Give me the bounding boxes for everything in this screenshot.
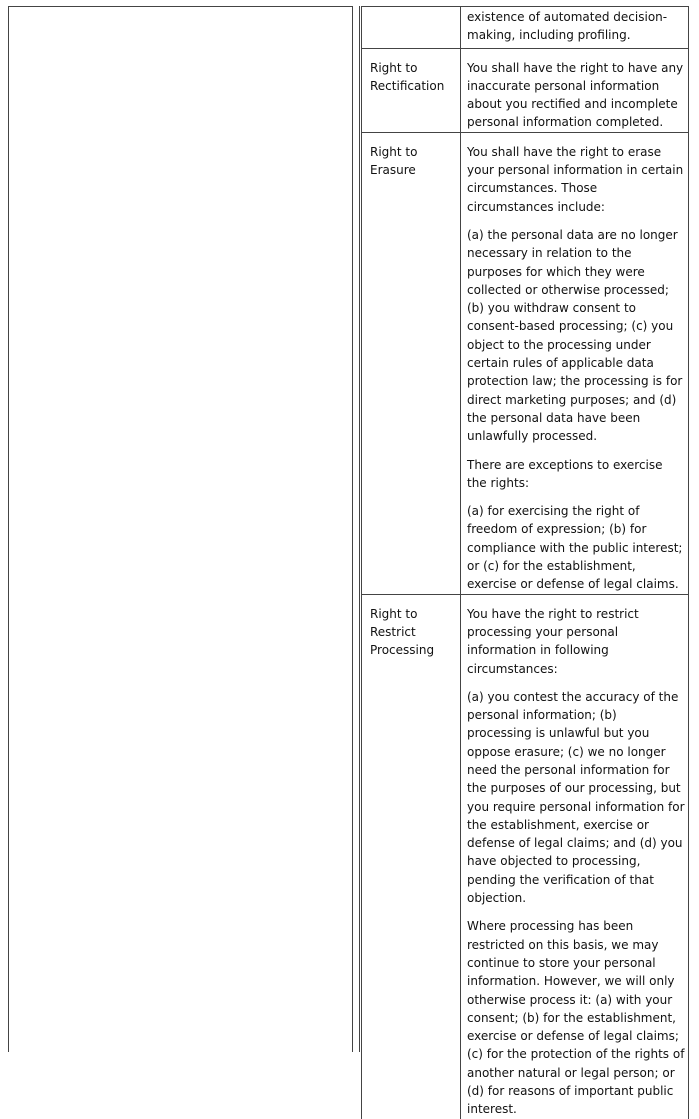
description-paragraph: You have the right to restrict processing your personal information in following circumstances: [467,606,639,676]
table-row-automated-decision [362,7,689,49]
right-name-cell [362,594,461,1119]
right-description-cell [461,594,689,1119]
column-divider [359,6,360,1052]
table-row-erasure [362,132,689,594]
description-paragraph: You shall have the right to have any inaccurate personal information about you rectified and incomplete personal information completed. [467,60,684,130]
right-name-label: Right to Erasure [370,144,418,178]
description-paragraph: You shall have the right to erase your personal information in certain circumstances. Those circumstances include: [467,144,684,214]
right-name-label: Right to Rectification [370,60,445,93]
table-row-restrict-processing [362,594,689,1119]
description-paragraph: (a) you contest the accuracy of the personal information; (b) processing is unlawful but you oppose erasure; (c) we no longer need the personal information for the purposes of our processing, but you require personal information for the establishment, exercise or defense of legal claims; and (d) you have objected to processing, pending the verification of that objection. [467,689,685,906]
description-paragraph: Where processing has been restricted on this basis, we may continue to store your personal information. However, we will only otherwise process it: (a) with your consent; (b) for the establishment, exercise or defense of legal claims; (c) for the protection of the rights of another natural or legal person; or (d) for reasons of important public interest. [467,919,685,1117]
description-paragraph: There are exceptions to exercise the rights: [467,457,663,490]
right-name-cell [362,48,461,132]
right-description-cell [461,7,689,49]
right-name-label: Right to Restrict Processing [370,606,435,658]
right-name-cell [362,7,461,49]
right-description-cell [461,48,689,132]
left-empty-column [8,6,353,1052]
description-paragraph: (a) for exercising the right of freedom of expression; (b) for compliance with the public interest; or (c) for the establishment, exercise or defense of legal claims. [467,504,683,592]
description-paragraph: existence of automated decision-making, including profiling. [467,10,668,43]
description-paragraph: (a) the personal data are no longer necessary in relation to the purposes for which they were collected or otherwise processed; (b) you withdraw consent to consent-based processing; (c) you object to the processing under certain rules of applicable data protection law; the processing is for direct marketing purposes; and (d) the personal data have been unlawfully processed. [467,227,683,444]
privacy-rights-table [361,6,689,1119]
table-row-rectification [362,48,689,132]
right-description-cell [461,132,689,594]
right-name-cell [362,132,461,594]
